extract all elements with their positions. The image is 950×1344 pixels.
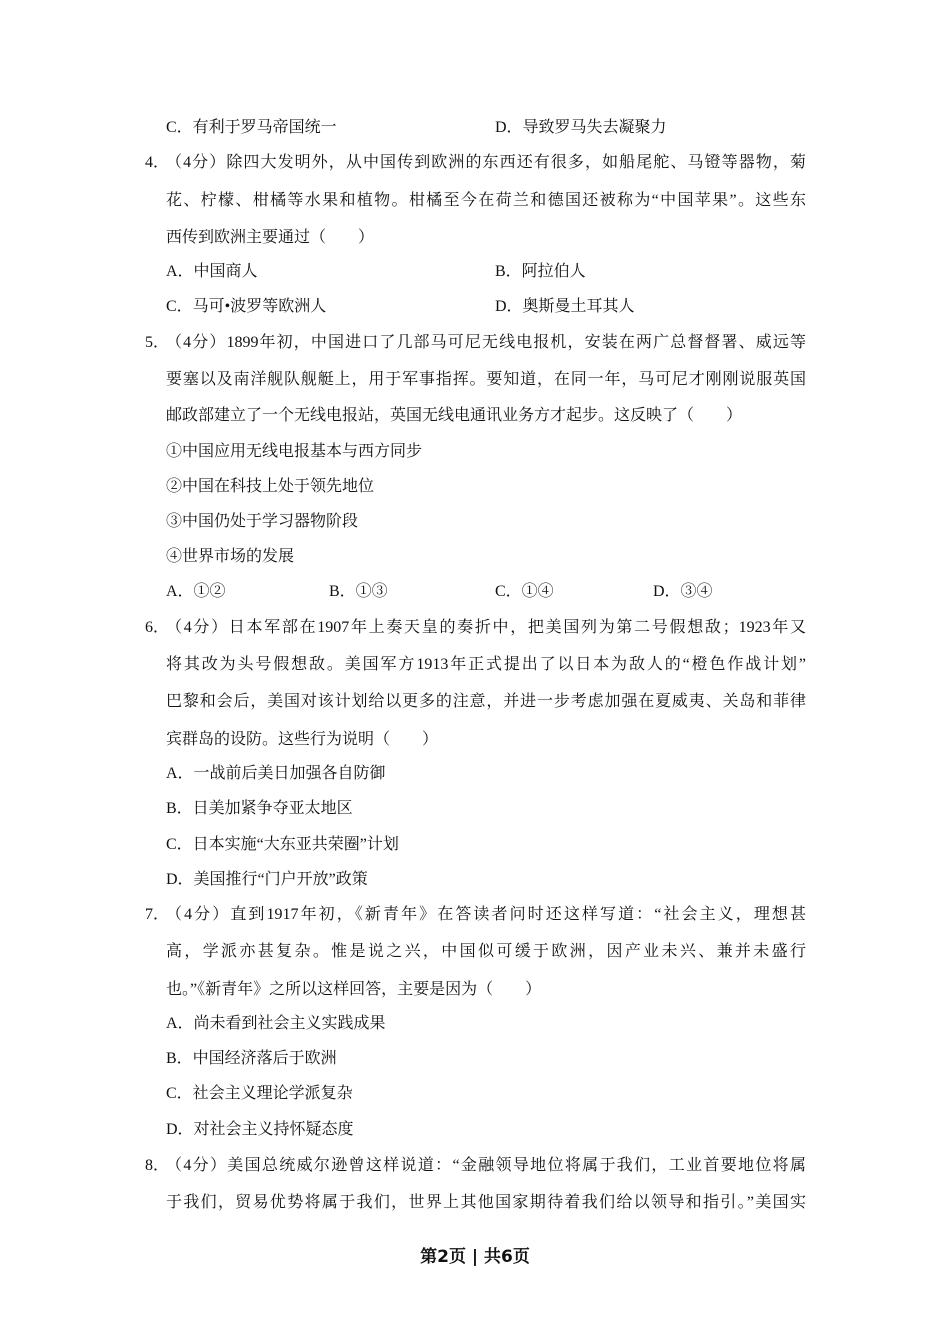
question-text-line: 要塞以及南洋舰队舰艇上，用于军事指挥。要知道，在同一年，马可尼才刚刚说服英国 [166, 371, 806, 388]
option-a: A．中国商人 [166, 263, 258, 280]
option-b: B．①③ [329, 583, 388, 600]
question-text-line: 邮政部建立了一个无线电报站，英国无线电通讯业务方才起步。这反映了（ ） [166, 407, 743, 424]
option-b: B．中国经济落后于欧洲 [166, 1050, 337, 1067]
option-d: D．奥斯曼土耳其人 [495, 298, 635, 315]
page-footer: 第2页 | 共6页 [420, 1247, 530, 1267]
question-number: 5． [145, 334, 170, 351]
option-a: A．一战前后美日加强各自防御 [166, 765, 386, 782]
option-d: D．美国推行“门户开放”政策 [166, 871, 368, 888]
statement: ②中国在科技上处于领先地位 [166, 478, 375, 495]
option-c: C．社会主义理论学派复杂 [166, 1085, 353, 1102]
question-text-line: 于我们，贸易优势将属于我们，世界上其他国家期待着我们给以领导和指引。”美国实 [166, 1194, 806, 1211]
option-c: C．日本实施“大东亚共荣圈”计划 [166, 836, 399, 853]
question-text-line: 花、柠檬、柑橘等水果和植物。柑橘至今在荷兰和德国还被称为“中国苹果”。这些东 [166, 192, 806, 209]
question-text-line: （4分）美国总统威尔逊曾这样说道：“金融领导地位将属于我们，工业首要地位将属 [166, 1157, 806, 1174]
question-text-line: 巴黎和会后，美国对该计划给以更多的注意，并进一步考虑加强在夏威夷、关岛和菲律 [166, 693, 806, 710]
question-text-line: 西传到欧洲主要通过（ ） [166, 229, 375, 246]
question-text-line: （4分）日本军部在1907年上奏天皇的奏折中，把美国列为第二号假想敌；1923年又 [166, 619, 806, 636]
question-text-line: 高，学派亦甚复杂。惟是说之兴，中国似可缓于欧洲，因产业未兴、兼并未盛行 [166, 943, 806, 960]
question-number: 8． [145, 1157, 170, 1174]
statement: ①中国应用无线电报基本与西方同步 [166, 443, 423, 460]
question-number: 7． [145, 906, 170, 923]
statement: ④世界市场的发展 [166, 548, 295, 565]
option-a: A．尚未看到社会主义实践成果 [166, 1015, 386, 1032]
statement: ③中国仍处于学习器物阶段 [166, 513, 359, 530]
option-a: A．①② [166, 583, 226, 600]
option-d: D．导致罗马失去凝聚力 [495, 119, 667, 136]
question-number: 6． [145, 619, 170, 636]
option-c: C．马可•波罗等欧洲人 [166, 298, 327, 315]
option-d: D．对社会主义持怀疑态度 [166, 1121, 354, 1138]
question-text-line: 将其改为头号假想敌。美国军方1913年正式提出了以日本为敌人的“橙色作战计划” [166, 656, 806, 673]
question-text-line: 宾群岛的设防。这些行为说明（ ） [166, 731, 439, 748]
question-text-line: （4分）1899年初，中国进口了几部马可尼无线电报机，安装在两广总督督署、威远等 [166, 334, 806, 351]
option-d: D．③④ [653, 583, 713, 600]
question-text-line: （4分）直到1917年初，《新青年》在答读者问时还这样写道：“社会主义，理想甚 [166, 906, 806, 923]
question-number: 4． [145, 154, 170, 171]
option-b: B．阿拉伯人 [495, 263, 586, 280]
question-text-line: （4分）除四大发明外，从中国传到欧洲的东西还有很多，如船尾舵、马镫等器物，菊 [166, 154, 806, 171]
question-text-line: 也。”《新青年》之所以这样回答，主要是因为（ ） [166, 981, 542, 998]
option-c: C．①④ [495, 583, 554, 600]
option-b: B．日美加紧争夺亚太地区 [166, 800, 353, 817]
option-c: C．有利于罗马帝国统一 [166, 119, 337, 136]
